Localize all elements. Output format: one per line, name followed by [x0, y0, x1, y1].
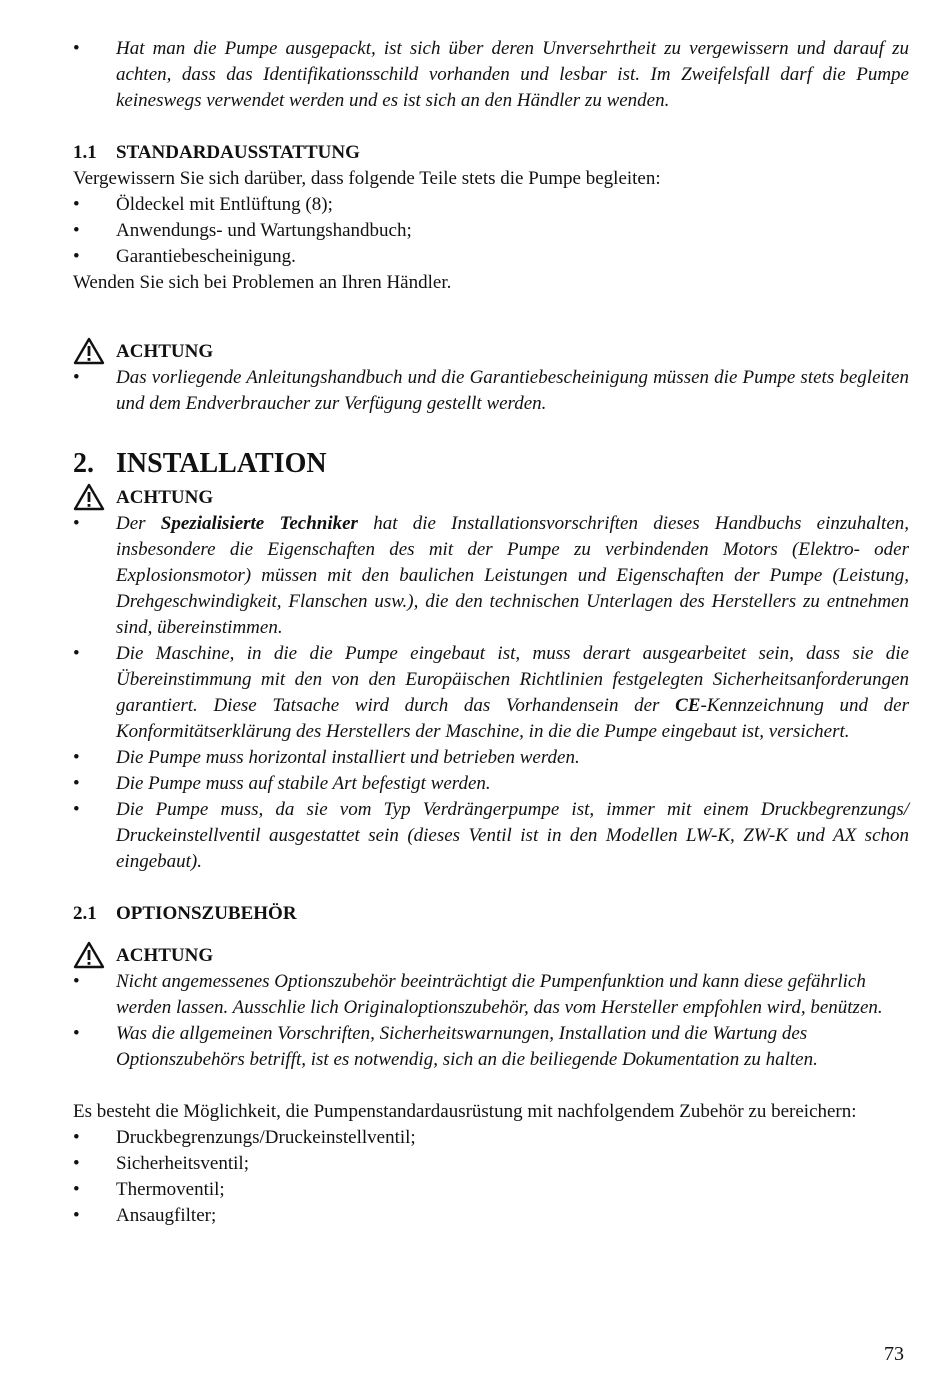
page-content — [73, 36, 909, 1229]
section-1-1-lead: Vergewissern Sie sich darüber, dass folgende Teile stets die Pumpe begleiten: — [73, 168, 661, 189]
bullet: • — [73, 1023, 80, 1044]
bullet: • — [73, 220, 80, 241]
bullet: • — [73, 1179, 80, 1200]
item-text-end: hat die Installationsvorschriften dieses Handbuchs einzuhalten, insbesondere die Eigenschaften des mit der Pumpe zu verbindenden Motors (Elektro- oder Explosionsmotor) müssen mit den baulichen Leistungen und Eigenschaften der Pumpe (Leistung, Drehgeschwindigkeit, Flanschen usw.), die den technischen Unterlagen des Herstellers zu entnehmen sind, übereinstimmen. — [116, 513, 909, 638]
warning-label: ACHTUNG — [116, 945, 214, 966]
bullet: • — [73, 971, 80, 992]
bullet: • — [73, 367, 80, 388]
accessories-lead: Es besteht die Möglichkeit, die Pumpenstandardausrüstung mit nachfolgendem Zubehör zu bereichern: — [73, 1101, 857, 1122]
warning-text: Das vorliegende Anleitungshandbuch und die Garantiebescheinigung müssen die Pumpe stets begleiten und dem Endverbraucher zur Verfügung gestellt werden. — [116, 367, 909, 414]
list-item-text: Garantiebescheinigung. — [116, 246, 296, 267]
list-item-text: Öldeckel mit Entlüftung (8); — [116, 194, 333, 215]
bullet: • — [73, 246, 80, 267]
section-title: STANDARDAUSSTATTUNG — [116, 142, 360, 163]
list-item-text: Was die allgemeinen Vorschriften, Sicherheitswarnungen, Installation und die Wartung des Optionszubehörs betrifft, ist es notwendig, sich an die beiliegende Dokumentation zu halten. — [116, 1023, 818, 1070]
section-1-1-note: Wenden Sie sich bei Problemen an Ihren Händler. — [73, 272, 452, 293]
bullet: • — [73, 38, 80, 59]
accessory-item — [73, 1151, 909, 1177]
warning-triangle-icon — [73, 337, 105, 365]
accessory-text: Druckbegrenzungs/Druckeinstellventil; — [116, 1127, 416, 1148]
intro-text: Hat man die Pumpe ausgepackt, ist sich über deren Unversehrtheit zu vergewissern und darauf zu achten, dass das Identifikationsschild vorhanden und lesbar ist. Im Zweifelsfall darf die Pumpe keineswegs verwendet werden und es ist sich an den Händler zu wenden. — [116, 38, 909, 111]
section-number: 2. — [73, 448, 94, 479]
bullet: • — [73, 1205, 80, 1226]
accessory-item — [73, 1177, 909, 1203]
bullet: • — [73, 773, 80, 794]
item-text-start: Die Maschine, in die die Pumpe eingebaut ist, muss derart ausgearbeitet sein, dass sie die Übereinstimmung mit den von den Europäischen Richtlinien festgelegten Sicherheitsanforderungen garantiert. Diese Tatsache wird durch das Vorhandensein der — [116, 643, 909, 716]
section-2-1-heading — [73, 901, 909, 927]
list-item — [73, 969, 909, 1021]
list-item-text: Die Pumpe muss, da sie vom Typ Verdrängerpumpe ist, immer mit einem Druckbegrenzungs/ Druckeinstellventil ausgestattet sein (dieses Ventil ist in den Modellen LW-K, ZW-K und AX schon eingebaut). — [116, 799, 909, 872]
warning-heading — [73, 941, 909, 969]
list-item — [73, 511, 909, 641]
bullet: • — [73, 747, 80, 768]
list-item — [73, 192, 909, 218]
bullet: • — [73, 799, 80, 820]
accessory-item — [73, 1125, 909, 1151]
section-1-1-heading — [73, 140, 909, 166]
section-title: OPTIONSZUBEHÖR — [116, 903, 297, 924]
list-item-text: Anwendungs- und Wartungshandbuch; — [116, 220, 412, 241]
warning-label: ACHTUNG — [116, 487, 214, 508]
warning-triangle-icon — [73, 941, 105, 969]
accessory-text: Sicherheitsventil; — [116, 1153, 249, 1174]
list-item — [73, 797, 909, 875]
warning-triangle-icon — [73, 483, 105, 511]
list-item — [73, 1021, 909, 1073]
bullet: • — [73, 513, 80, 534]
intro-list-item — [73, 36, 909, 114]
list-item — [73, 641, 909, 745]
warning-heading — [73, 483, 909, 511]
bullet: • — [73, 643, 80, 664]
section-title: INSTALLATION — [116, 448, 327, 479]
list-item — [73, 218, 909, 244]
page-number: 73 — [884, 1343, 904, 1365]
warning-label: ACHTUNG — [116, 341, 214, 362]
item-text-bold: Spezialisierte Techniker — [160, 513, 358, 534]
bullet: • — [73, 194, 80, 215]
bullet: • — [73, 1127, 80, 1148]
list-item — [73, 745, 909, 771]
item-text-end: -Kennzeichnung und der Konformitätserklärung des Herstellers der Maschine, in die die Pumpe eingebaut ist, versichert. — [116, 695, 909, 742]
list-item — [73, 771, 909, 797]
list-item-text: Die Pumpe muss horizontal installiert und betrieben werden. — [116, 747, 580, 768]
ce-mark-text: CE — [675, 695, 701, 716]
list-item-text: Die Pumpe muss auf stabile Art befestigt werden. — [116, 773, 491, 794]
warning-item — [73, 365, 909, 417]
list-item — [73, 244, 909, 270]
accessory-item — [73, 1203, 909, 1229]
warning-heading — [73, 337, 909, 365]
bullet: • — [73, 1153, 80, 1174]
accessory-text: Thermoventil; — [116, 1179, 225, 1200]
section-number: 1.1 — [73, 142, 97, 163]
section-number: 2.1 — [73, 903, 97, 924]
list-item-text: Nicht angemessenes Optionszubehör beeinträchtigt die Pumpenfunktion und kann diese gefährlich werden lassen. Ausschlie lich Originaloptionszubehör, das vom Hersteller empfohlen wird, benützen. — [116, 971, 883, 1018]
section-2-heading — [73, 447, 909, 481]
item-text-start: Der — [116, 513, 146, 534]
accessory-text: Ansaugfilter; — [116, 1205, 217, 1226]
